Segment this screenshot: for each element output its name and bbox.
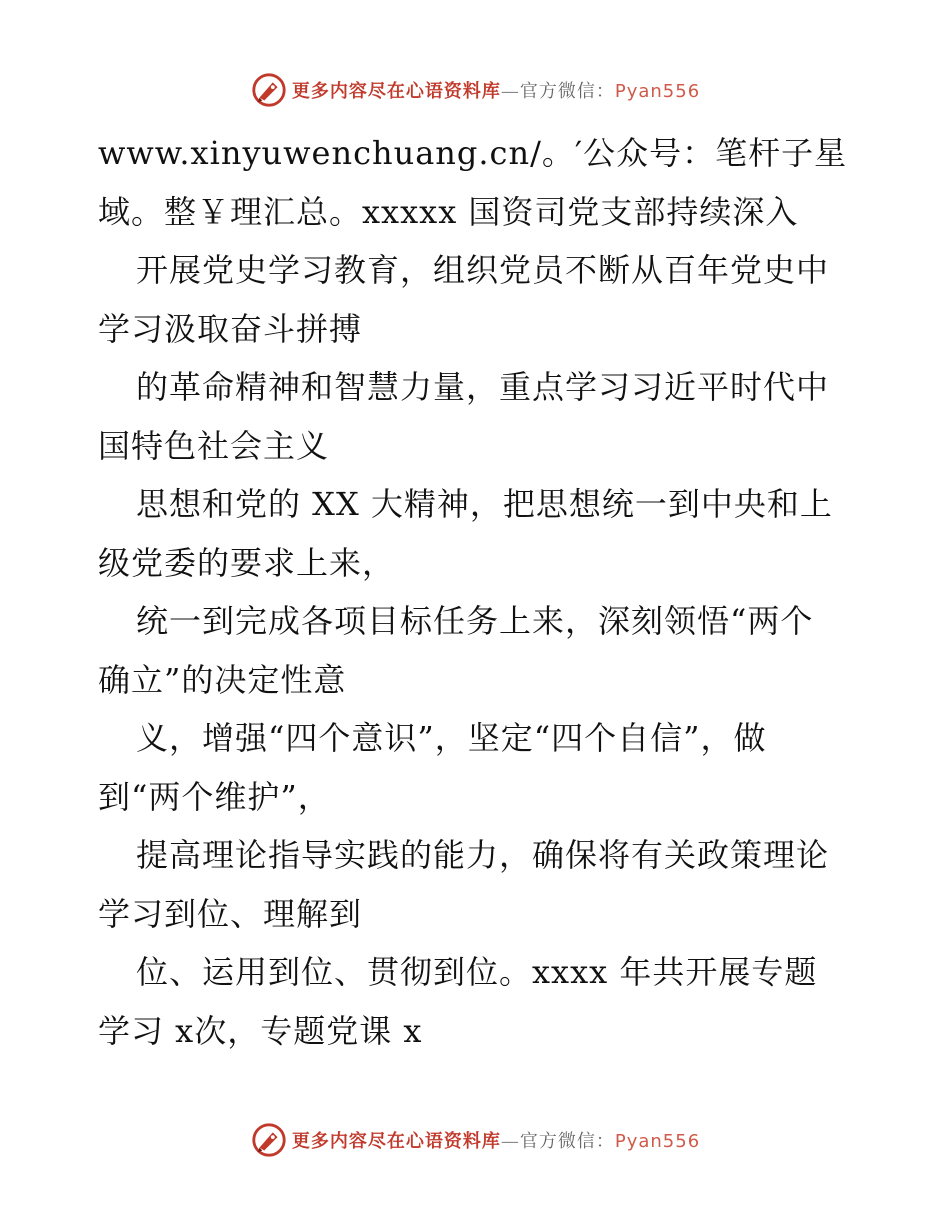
footer-banner xyxy=(0,1118,950,1162)
body-line-4: 学习汲取奋斗拼搏 xyxy=(98,309,363,348)
body-line-3: 开展党史学习教育，组织党员不断从百年党史中 xyxy=(136,251,830,289)
body-line-1: www.xinyuwenchuang.cn/。′公众号：笔杆子星 xyxy=(98,134,848,172)
header-dash: — xyxy=(500,81,520,102)
body-line-9: 统一到完成各项目标任务上来，深刻领悟“两个 xyxy=(136,602,814,640)
body-line-2: 域。整￥理汇总。xxxxx 国资司党支部持续深入 xyxy=(98,192,799,231)
body-line-16: 学习 x次，专题党课 x xyxy=(98,1011,423,1050)
header-banner xyxy=(0,68,950,112)
header-brand-text: 更多内容尽在心语资料库 xyxy=(291,81,501,102)
header-wechat-label: 官方微信： xyxy=(519,81,615,102)
body-line-6: 国特色社会主义 xyxy=(98,426,330,465)
footer-brand-text: 更多内容尽在心语资料库 xyxy=(291,1131,501,1152)
body-line-13: 提高理论指导实践的能力，确保将有关政策理论 xyxy=(136,836,830,874)
footer-wechat-id: Pyan556 xyxy=(614,1131,701,1152)
body-line-14: 学习到位、理解到 xyxy=(98,894,363,933)
body-line-12: 到“两个维护”， xyxy=(98,777,331,816)
body-line-10: 确立”的决定性意 xyxy=(98,660,347,699)
body-line-15: 位、运用到位、贯彻到位。xxxx 年共开展专题 xyxy=(136,953,818,991)
document-body xyxy=(98,124,858,1060)
pen-nib-icon xyxy=(250,71,288,109)
pen-nib-icon xyxy=(250,1121,288,1159)
header-wechat-id: Pyan556 xyxy=(614,81,701,102)
body-line-8: 级党委的要求上来， xyxy=(98,543,396,582)
body-line-7: 思想和党的 XX 大精神，把思想统一到中央和上 xyxy=(136,485,833,523)
footer-wechat-label: 官方微信： xyxy=(519,1131,615,1152)
body-line-5: 的革命精神和智慧力量，重点学习习近平时代中 xyxy=(136,368,830,406)
footer-dash: — xyxy=(500,1131,520,1152)
body-line-11: 义，增强“四个意识”，坚定“四个自信”，做 xyxy=(136,719,767,757)
